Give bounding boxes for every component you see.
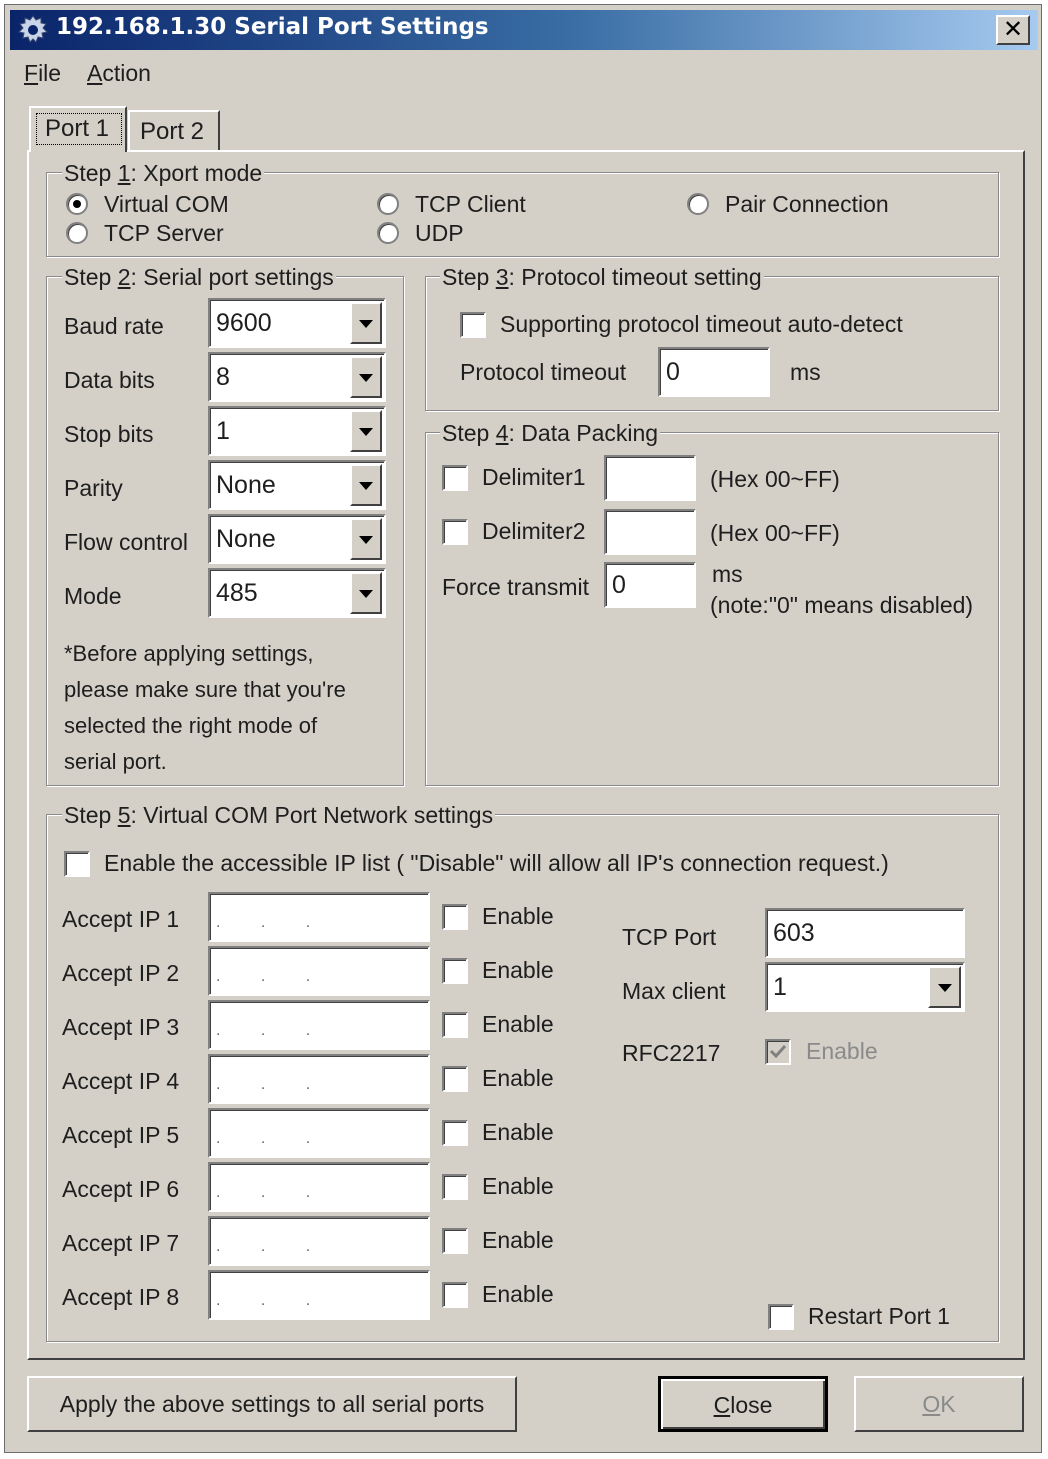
delimiter2-label: Delimiter2 <box>482 518 586 544</box>
rfc2217-label: RFC2217 <box>622 1040 721 1066</box>
parity-value: None <box>216 471 276 499</box>
accept-ip-label: Accept IP 3 <box>62 1014 180 1040</box>
flow-control-value: None <box>216 525 276 553</box>
step3-legend-pre: Step <box>442 264 496 290</box>
accept-ip-enable-label: Enable <box>482 903 554 929</box>
accept-ip-label: Accept IP 2 <box>62 960 180 986</box>
step4-legend-num: 4 <box>495 420 509 446</box>
stop-bits-dropdown[interactable] <box>350 410 382 452</box>
step4-legend-pre: Step <box>442 420 496 446</box>
tcp-port-value: 603 <box>773 919 815 947</box>
step2-legend-pre: Step <box>64 264 118 290</box>
step3-legend <box>440 264 764 291</box>
tab-port-1[interactable] <box>29 106 127 152</box>
force-transmit-note: (note:"0" means disabled) <box>710 592 974 618</box>
enable-ip-list-label: Enable the accessible IP list ( "Disable" will allow all IP's connection request.) <box>104 850 889 876</box>
menu-file[interactable] <box>24 60 61 87</box>
accept-ip-enable-checkbox[interactable] <box>442 1174 468 1200</box>
accept-ip-value: . . . <box>216 1076 329 1093</box>
accept-ip-enable-label: Enable <box>482 1065 554 1091</box>
radio-pair-connection[interactable] <box>687 193 709 215</box>
delimiter1-label: Delimiter1 <box>482 464 586 490</box>
delimiter2-input[interactable] <box>604 509 696 555</box>
radio-tcp-client-label: TCP Client <box>415 191 526 217</box>
step1-legend-post: : Xport mode <box>130 160 263 186</box>
tcp-port-label: TCP Port <box>622 924 717 950</box>
step2-legend-post: : Serial port settings <box>130 264 334 290</box>
mode-label: Mode <box>64 583 122 609</box>
close-button-accel: C <box>713 1392 731 1418</box>
baud-rate-value: 9600 <box>216 309 272 337</box>
protocol-timeout-input[interactable] <box>658 347 770 397</box>
step1-legend-pre: Step <box>64 160 118 186</box>
timeout-autodetect-checkbox[interactable] <box>460 312 486 338</box>
max-client-label: Max client <box>622 978 726 1004</box>
apply-all-button[interactable] <box>27 1376 517 1432</box>
tab-port-2[interactable] <box>128 110 220 150</box>
tab-port-2-label: Port 2 <box>140 118 205 145</box>
accept-ip-input[interactable] <box>208 892 430 942</box>
serial-note-line: please make sure that you're <box>64 677 346 702</box>
tab-port-1-label: Port 1 <box>45 115 110 142</box>
accept-ip-label: Accept IP 8 <box>62 1284 180 1310</box>
rfc2217-checkbox[interactable] <box>765 1039 791 1065</box>
accept-ip-enable-label: Enable <box>482 1281 554 1307</box>
step4-legend-post: : Data Packing <box>508 420 659 446</box>
mode-dropdown[interactable] <box>350 572 382 614</box>
accept-ip-enable-checkbox[interactable] <box>442 1012 468 1038</box>
force-transmit-input[interactable] <box>604 562 696 608</box>
protocol-timeout-label: Protocol timeout <box>460 359 627 385</box>
accept-ip-enable-label: Enable <box>482 1227 554 1253</box>
delimiter1-hint: (Hex 00~FF) <box>710 466 840 492</box>
step5-legend <box>62 802 495 829</box>
menu-action[interactable] <box>87 60 151 87</box>
accept-ip-value: . . . <box>216 1292 329 1309</box>
chevron-down-icon <box>359 536 373 544</box>
step4-legend <box>440 420 660 447</box>
step5-legend-num: 5 <box>117 802 131 828</box>
serial-note-line: *Before applying settings, <box>64 641 314 666</box>
accept-ip-input[interactable] <box>208 1162 430 1212</box>
parity-dropdown[interactable] <box>350 464 382 506</box>
delimiter1-input[interactable] <box>604 455 696 501</box>
accept-ip-input[interactable] <box>208 1108 430 1158</box>
max-client-value: 1 <box>773 973 787 1001</box>
data-bits-label: Data bits <box>64 367 155 393</box>
protocol-timeout-value: 0 <box>666 358 680 386</box>
accept-ip-label: Accept IP 7 <box>62 1230 180 1256</box>
chevron-down-icon <box>359 590 373 598</box>
ok-button-accel: O <box>922 1391 941 1417</box>
accept-ip-enable-checkbox[interactable] <box>442 1228 468 1254</box>
window-title: 192.168.1.30 Serial Port Settings <box>56 14 489 40</box>
checkmark-icon <box>767 1041 789 1063</box>
close-button-text: lose <box>730 1392 773 1418</box>
force-transmit-value: 0 <box>612 571 626 599</box>
chevron-down-icon <box>359 374 373 382</box>
step3-legend-post: : Protocol timeout setting <box>508 264 762 290</box>
accept-ip-enable-checkbox[interactable] <box>442 1066 468 1092</box>
accept-ip-enable-checkbox[interactable] <box>442 1120 468 1146</box>
mode-value: 485 <box>216 579 258 607</box>
accept-ip-value: . . . <box>216 1184 329 1201</box>
accept-ip-input[interactable] <box>208 946 430 996</box>
accept-ip-label: Accept IP 5 <box>62 1122 180 1148</box>
radio-udp-label: UDP <box>415 220 464 246</box>
delimiter1-checkbox[interactable] <box>442 465 468 491</box>
accept-ip-label: Accept IP 6 <box>62 1176 180 1202</box>
serial-note-line: serial port. <box>64 749 167 774</box>
force-transmit-label: Force transmit <box>442 574 589 600</box>
accept-ip-enable-checkbox[interactable] <box>442 958 468 984</box>
radio-tcp-server[interactable] <box>66 222 88 244</box>
max-client-dropdown[interactable] <box>928 966 961 1008</box>
step2-legend <box>62 264 336 291</box>
timeout-autodetect-label: Supporting protocol timeout auto-detect <box>500 311 903 337</box>
baud-rate-dropdown[interactable] <box>350 302 382 344</box>
flow-control-label: Flow control <box>64 529 188 555</box>
menu-action-text: ction <box>102 60 151 86</box>
accept-ip-enable-label: Enable <box>482 1011 554 1037</box>
step5-legend-pre: Step <box>64 802 118 828</box>
chevron-down-icon <box>359 482 373 490</box>
menu-action-accel: A <box>87 60 103 86</box>
step1-legend <box>62 160 264 187</box>
accept-ip-enable-label: Enable <box>482 957 554 983</box>
data-bits-value: 8 <box>216 363 230 391</box>
gear-icon <box>16 13 50 47</box>
radio-virtual-com[interactable] <box>66 193 88 215</box>
accept-ip-enable-checkbox[interactable] <box>442 904 468 930</box>
baud-rate-label: Baud rate <box>64 313 164 339</box>
ok-button[interactable] <box>854 1376 1024 1432</box>
accept-ip-input[interactable] <box>208 1270 430 1320</box>
close-button[interactable] <box>658 1376 828 1432</box>
rfc2217-enable-label: Enable <box>806 1038 878 1064</box>
step5-legend-post: : Virtual COM Port Network settings <box>130 802 494 828</box>
accept-ip-enable-checkbox[interactable] <box>442 1282 468 1308</box>
ok-button-text: K <box>940 1391 956 1417</box>
accept-ip-value: . . . <box>216 968 329 985</box>
step3-legend-num: 3 <box>495 264 509 290</box>
chevron-down-icon <box>359 320 373 328</box>
radio-tcp-server-label: TCP Server <box>104 220 224 246</box>
delimiter2-checkbox[interactable] <box>442 519 468 545</box>
flow-control-dropdown[interactable] <box>350 518 382 560</box>
chevron-down-icon <box>359 428 373 436</box>
step2-legend-num: 2 <box>117 264 131 290</box>
protocol-timeout-unit: ms <box>790 359 821 385</box>
stop-bits-value: 1 <box>216 417 230 445</box>
radio-udp[interactable] <box>377 222 399 244</box>
radio-virtual-com-label: Virtual COM <box>104 191 229 217</box>
menu-file-accel: F <box>24 60 39 86</box>
accept-ip-value: . . . <box>216 914 329 931</box>
force-transmit-unit: ms <box>712 561 743 587</box>
accept-ip-enable-label: Enable <box>482 1119 554 1145</box>
accept-ip-value: . . . <box>216 1130 329 1147</box>
serial-note <box>64 636 346 780</box>
accept-ip-input[interactable] <box>208 1000 430 1050</box>
accept-ip-input[interactable] <box>208 1054 430 1104</box>
tcp-port-input[interactable] <box>765 908 965 958</box>
accept-ip-input[interactable] <box>208 1216 430 1266</box>
accept-ip-value: . . . <box>216 1238 329 1255</box>
accept-ip-label: Accept IP 1 <box>62 906 180 932</box>
close-icon[interactable]: ✕ <box>996 15 1030 45</box>
accept-ip-value: . . . <box>216 1022 329 1039</box>
step1-legend-num: 1 <box>117 160 131 186</box>
serial-note-line: selected the right mode of <box>64 713 318 738</box>
stop-bits-label: Stop bits <box>64 421 154 447</box>
accept-ip-label: Accept IP 4 <box>62 1068 180 1094</box>
restart-port-label: Restart Port 1 <box>808 1303 950 1329</box>
data-bits-dropdown[interactable] <box>350 356 382 398</box>
restart-port-checkbox[interactable] <box>768 1304 794 1330</box>
enable-ip-list-checkbox[interactable] <box>64 851 90 877</box>
radio-tcp-client[interactable] <box>377 193 399 215</box>
menu-file-text: ile <box>38 60 62 86</box>
delimiter2-hint: (Hex 00~FF) <box>710 520 840 546</box>
parity-label: Parity <box>64 475 123 501</box>
accept-ip-enable-label: Enable <box>482 1173 554 1199</box>
apply-all-label: Apply the above settings to all serial ports <box>59 1391 485 1417</box>
radio-pair-connection-label: Pair Connection <box>725 191 889 217</box>
chevron-down-icon <box>938 984 952 992</box>
